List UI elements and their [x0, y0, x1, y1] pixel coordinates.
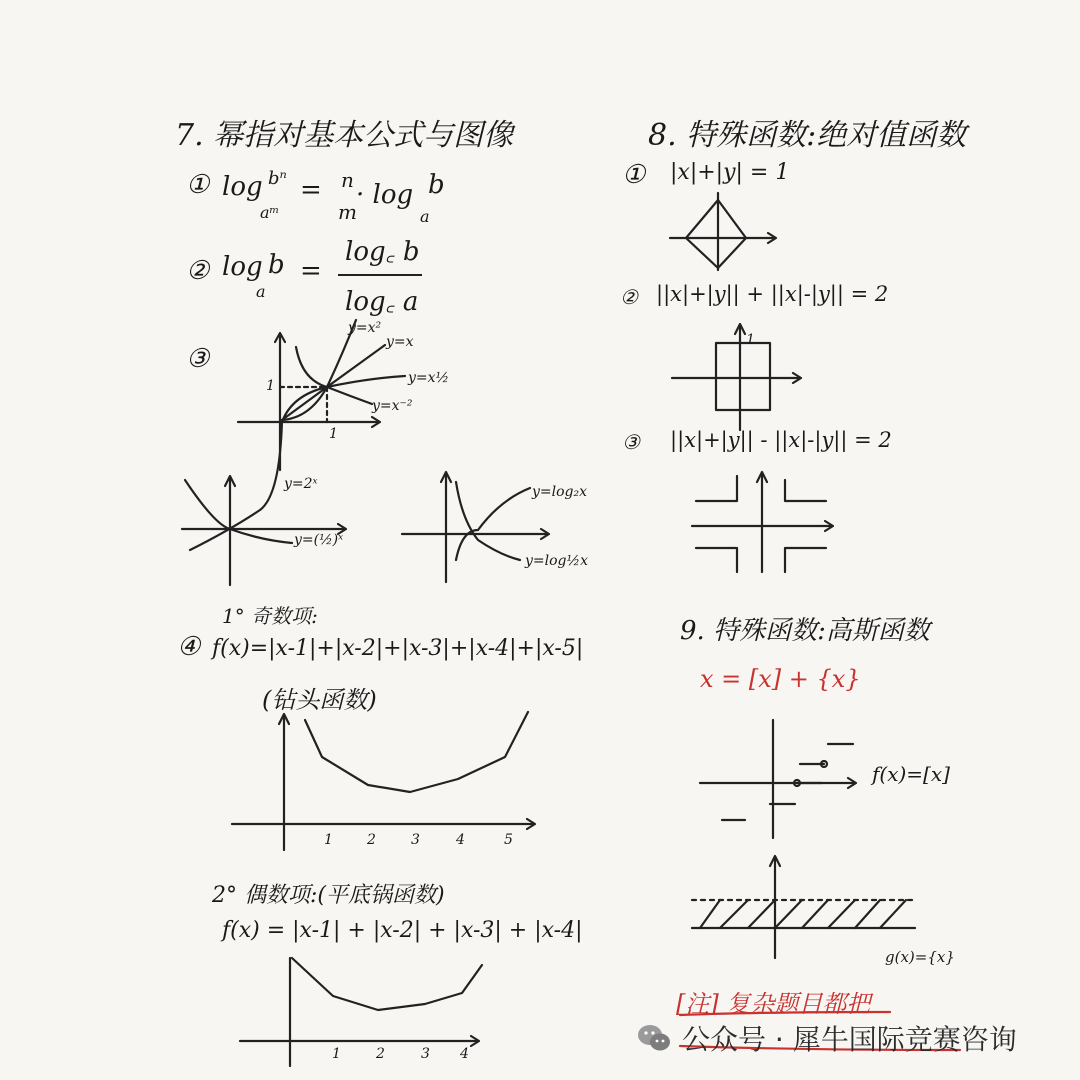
label-log2: y=log₂x — [532, 484, 588, 500]
label-y-halfx: y=(½)ˣ — [294, 532, 344, 548]
power-functions-graph — [238, 320, 405, 470]
label-y-x2: y=x² — [348, 320, 382, 336]
watermark — [636, 1014, 1017, 1062]
case2-tick-2: 2 — [376, 1046, 385, 1062]
label-y-2x: y=2ˣ — [284, 476, 318, 492]
s8-item2-tick: 1 — [746, 332, 755, 348]
floor-label: f(x)=[x] — [872, 762, 950, 786]
s8-item1-marker: ① — [622, 160, 646, 190]
s8-item3-formula: ||x|+|y|| - ||x|-|y|| = 2 — [670, 428, 892, 452]
item1-log: log — [222, 172, 263, 202]
item1-arg: bⁿ — [268, 168, 287, 189]
case2-tick-3: 3 — [421, 1046, 430, 1062]
item4-marker: ④ — [177, 632, 201, 662]
item2-den: log꜀ a — [345, 287, 419, 317]
label-y-x: y=x — [386, 334, 414, 350]
square-graph — [672, 324, 801, 430]
s8-item3-marker: ③ — [622, 430, 640, 454]
case1-tick-4: 4 — [456, 832, 465, 848]
case2-tick-1: 1 — [332, 1046, 341, 1062]
case2-title: 2° 偶数项:(平底锅函数) — [212, 883, 445, 908]
label-loghalf: y=log½x — [525, 553, 588, 569]
tick-one-y: 1 — [266, 378, 275, 394]
gauss-identity: x = [x] + {x} — [700, 665, 861, 693]
item2-eq: = — [300, 256, 322, 286]
red-note: [注] 复杂题目都把 — [676, 990, 871, 1018]
corner-graph — [692, 472, 833, 572]
item2-marker: ② — [186, 256, 210, 286]
item1-rhs: · log — [356, 180, 414, 210]
case1-title: 1° 奇数项: — [222, 604, 318, 628]
item1-marker: ① — [186, 170, 210, 200]
case1-note: (钻头函数) — [262, 686, 377, 714]
label-y-xhalf: y=x½ — [408, 370, 450, 386]
item1-rhs-base: a — [420, 207, 430, 226]
wechat-icon — [636, 1023, 672, 1053]
section9-heading: 9. 特殊函数:高斯函数 — [680, 616, 930, 646]
section8-heading: 8. 特殊函数:绝对值函数 — [648, 118, 967, 153]
item1-den: m — [338, 200, 357, 224]
pan-function-graph — [240, 958, 482, 1066]
s8-item2-marker: ② — [620, 285, 638, 309]
case2-tick-4: 4 — [460, 1046, 469, 1062]
drill-function-graph — [232, 712, 535, 850]
diamond-graph — [670, 193, 776, 270]
item2-fraction-bar — [338, 274, 422, 276]
case1-tick-2: 2 — [367, 832, 376, 848]
item1-num: n — [341, 168, 354, 192]
case1-tick-1: 1 — [324, 832, 333, 848]
watermark-text: 公众号 · 犀牛国际竞赛咨询 — [682, 1023, 1017, 1056]
case1-tick-3: 3 — [411, 832, 420, 848]
case1-tick-5: 5 — [504, 832, 513, 848]
s8-item1-formula: |x|+|y| = 1 — [670, 160, 790, 185]
section7-heading: 7. 幂指对基本公式与图像 — [175, 118, 514, 153]
item2-base: a — [256, 282, 266, 301]
exponential-graph — [182, 420, 346, 585]
tick-one-x: 1 — [329, 426, 338, 442]
label-y-xneg2: y=x⁻² — [372, 398, 413, 414]
fractional-part-graph — [692, 856, 915, 958]
item2-arg: b — [268, 250, 285, 280]
floor-function-graph — [700, 720, 856, 838]
item1-rhs-arg: b — [428, 170, 445, 200]
item2-log: log — [222, 252, 263, 282]
frac-label: g(x)={x} — [885, 948, 955, 966]
case1-formula: f(x)=|x-1|+|x-2|+|x-3|+|x-4|+|x-5| — [212, 636, 584, 661]
item1-eq: = — [300, 175, 322, 205]
s8-item2-formula: ||x|+|y|| + ||x|-|y|| = 2 — [656, 282, 889, 306]
item2-num: log꜀ b — [345, 237, 420, 267]
case2-formula: f(x) = |x-1| + |x-2| + |x-3| + |x-4| — [222, 918, 583, 943]
item1-base: aᵐ — [260, 203, 280, 222]
item3-marker: ③ — [186, 344, 210, 374]
